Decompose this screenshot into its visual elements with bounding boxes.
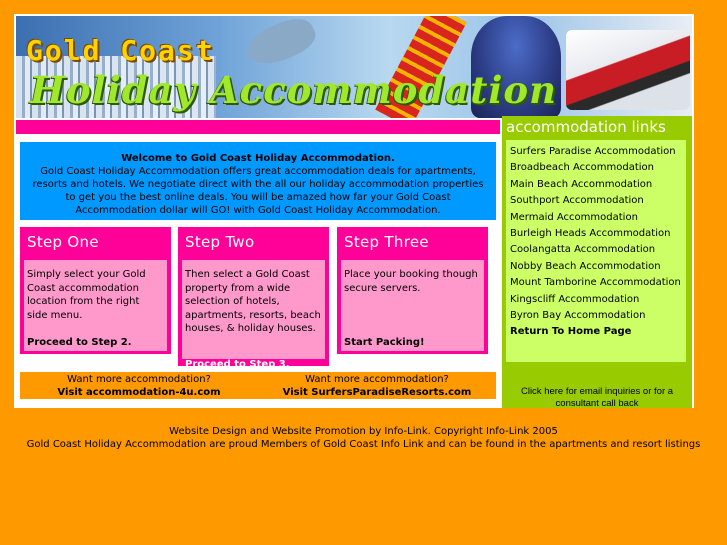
welcome-box xyxy=(20,142,496,220)
step-one-text: Simply select your Gold Coast accommodation location from the right side menu. xyxy=(27,269,146,321)
header-banner xyxy=(16,16,692,118)
sidebar-link-mermaid[interactable]: Mermaid Accommodation xyxy=(510,211,638,223)
sidebar-link-mount-tamborine[interactable]: Mount Tamborine Accommodation xyxy=(510,277,681,289)
page-footer xyxy=(0,425,727,451)
return-home-link[interactable]: Return To Home Page xyxy=(510,326,632,338)
step-three-body xyxy=(341,260,484,351)
sidebar-link-southport[interactable]: Southport Accommodation xyxy=(510,195,644,207)
sidebar-link-broadbeach[interactable]: Broadbeach Accommodation xyxy=(510,162,654,174)
sidebar-heading: accommodation links xyxy=(506,118,666,136)
sidebar-link-burleigh-heads[interactable]: Burleigh Heads Accommodation xyxy=(510,228,671,240)
accommodation-links-sidebar xyxy=(502,116,692,408)
sidebar-link-main-beach[interactable]: Main Beach Accommodation xyxy=(510,178,653,190)
proceed-step-2-link[interactable]: Proceed to Step 2. xyxy=(27,336,132,348)
step-one-title: Step One xyxy=(27,233,99,251)
sidebar-link-byron-bay[interactable]: Byron Bay Accommodation xyxy=(510,310,646,322)
step-three-title: Step Three xyxy=(344,233,429,251)
promo-surfers-paradise-resorts xyxy=(258,374,496,399)
proceed-step-3-link[interactable]: Proceed to Step 3. xyxy=(185,358,290,370)
step-one-body xyxy=(24,260,167,351)
accommodation-4u-link[interactable]: Visit accommodation-4u.com xyxy=(57,386,221,398)
banner-title-holiday-accommodation: Holiday Accommodation xyxy=(30,68,557,112)
banner-title-gold-coast: Gold Coast xyxy=(26,34,215,67)
promo-accommodation-4u xyxy=(20,374,258,399)
pink-divider-bar xyxy=(16,120,500,134)
surfers-paradise-resorts-link[interactable]: Visit SurfersParadiseResorts.com xyxy=(282,386,472,398)
footer-membership: Gold Coast Holiday Accommodation are proud Members of Gold Coast Info Link and can be found in the apartments and resort listings xyxy=(26,439,701,450)
sidebar-link-surfers-paradise[interactable]: Surfers Paradise Accommodation xyxy=(510,146,676,157)
step-two-title: Step Two xyxy=(185,233,255,251)
sidebar-link-kingscliff[interactable]: Kingscliff Accommodation xyxy=(510,293,640,305)
promo-prompt: Want more accommodation? xyxy=(67,374,211,385)
sidebar-link-coolangatta[interactable]: Coolangatta Accommodation xyxy=(510,244,656,256)
sidebar-link-list xyxy=(506,140,686,362)
promo-bar xyxy=(20,372,496,399)
page-frame xyxy=(14,14,694,408)
step-two-text: Then select a Gold Coast property from a wide selection of hotels, apartments, resorts, beach houses, & holiday houses. xyxy=(185,269,321,334)
welcome-heading: Welcome to Gold Coast Holiday Accommodation. xyxy=(121,153,395,164)
step-two-body xyxy=(182,260,325,370)
footer-credit: Website Design and Website Promotion by Info-Link. Copyright Info-Link 2005 xyxy=(169,426,558,437)
promo-prompt: Want more accommodation? xyxy=(305,374,449,385)
welcome-text: Gold Coast Holiday Accommodation offers great accommodation deals for apartments, resorts and hotels. We negotiate direct with the all our holiday accommodation properties to get you the best online deals. You will be amazed how far your Gold Coast Accommodation dollar will GO! with Gold Coast Holiday Accommodation. xyxy=(32,166,484,216)
step-two-box xyxy=(178,227,329,370)
step-three-box xyxy=(337,227,488,354)
racecar-image xyxy=(566,30,690,110)
dolphin-image xyxy=(242,16,321,73)
step-one-box xyxy=(20,227,171,354)
start-packing-link[interactable]: Start Packing! xyxy=(344,336,425,348)
sidebar-link-nobby-beach[interactable]: Nobby Beach Accommodation xyxy=(510,260,661,272)
step-three-text: Place your booking though secure servers. xyxy=(344,269,478,294)
email-inquiry-link[interactable]: Click here for email inquiries or for a consultant call back xyxy=(520,386,674,409)
